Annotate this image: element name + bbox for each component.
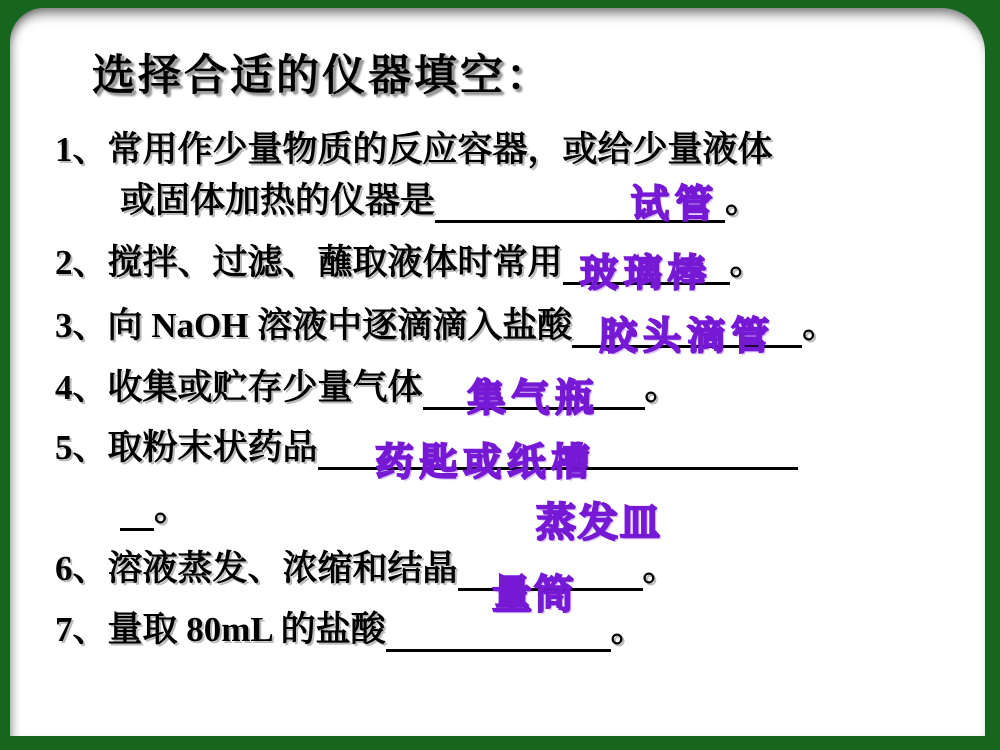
question-4-period: 。: [644, 368, 680, 407]
slide-title: 选择合适的仪器填空：: [92, 53, 552, 100]
question-1-line-1: [55, 126, 773, 172]
question-7-period: 。: [610, 610, 646, 649]
question-5-line-1: [55, 424, 798, 484]
question-3-answer: 胶头滴管: [599, 316, 776, 358]
question-7-answer: 量筒: [492, 572, 576, 617]
question-7-number: 7、: [55, 610, 108, 649]
question-2-number: 2、: [55, 243, 108, 282]
question-2-answer-blank: [563, 253, 730, 295]
question-1-number: 1、: [55, 130, 108, 169]
question-5-text: 取粉末状药品: [107, 428, 318, 467]
question-3-text: 向 NaOH 溶液中逐滴滴入盐酸: [107, 306, 573, 345]
question-6-period: 。: [642, 549, 678, 588]
question-6-number: 6、: [55, 549, 108, 588]
question-1-answer-blank: [435, 184, 725, 226]
question-2-answer: 玻璃棒: [580, 253, 713, 295]
question-2-period: 。: [729, 243, 765, 282]
question-1-text: 常用作少量物质的反应容器，或给少量液体: [107, 130, 773, 169]
question-4-text: 收集或贮存少量气体: [107, 368, 423, 407]
question-4-answer: 集气瓶: [467, 378, 600, 420]
question-6-text: 溶液蒸发、浓缩和结晶: [107, 549, 458, 588]
question-3-line: [55, 302, 838, 358]
question-1-line-2: [120, 177, 761, 226]
question-1-answer: 试管: [631, 184, 720, 226]
question-5-line-2: [120, 485, 189, 531]
question-4-line: [55, 364, 680, 420]
question-3-period: 。: [802, 306, 838, 345]
question-2-line: [55, 239, 765, 295]
question-5-number: 5、: [55, 428, 108, 467]
question-7-text: 量取 80mL 的盐酸: [107, 610, 386, 649]
question-6-answer: 蒸发皿: [536, 500, 662, 545]
question-5-blank-continued: [120, 518, 154, 531]
question-5-answer: 药匙或纸槽: [375, 442, 596, 484]
question-5-answer-blank: [318, 442, 798, 484]
question-3-number: 3、: [55, 306, 108, 345]
question-5-period: 。: [154, 489, 190, 528]
question-2-text: 搅拌、过滤、蘸取液体时常用: [107, 243, 563, 282]
question-4-answer-blank: [423, 378, 645, 420]
question-1-period: 。: [725, 181, 761, 220]
question-1-text-continued: 或固体加热的仪器是: [120, 181, 436, 220]
question-3-answer-blank: [572, 316, 802, 358]
question-6-line: [55, 545, 678, 591]
question-4-number: 4、: [55, 368, 108, 407]
question-7-answer-blank: [386, 639, 611, 652]
